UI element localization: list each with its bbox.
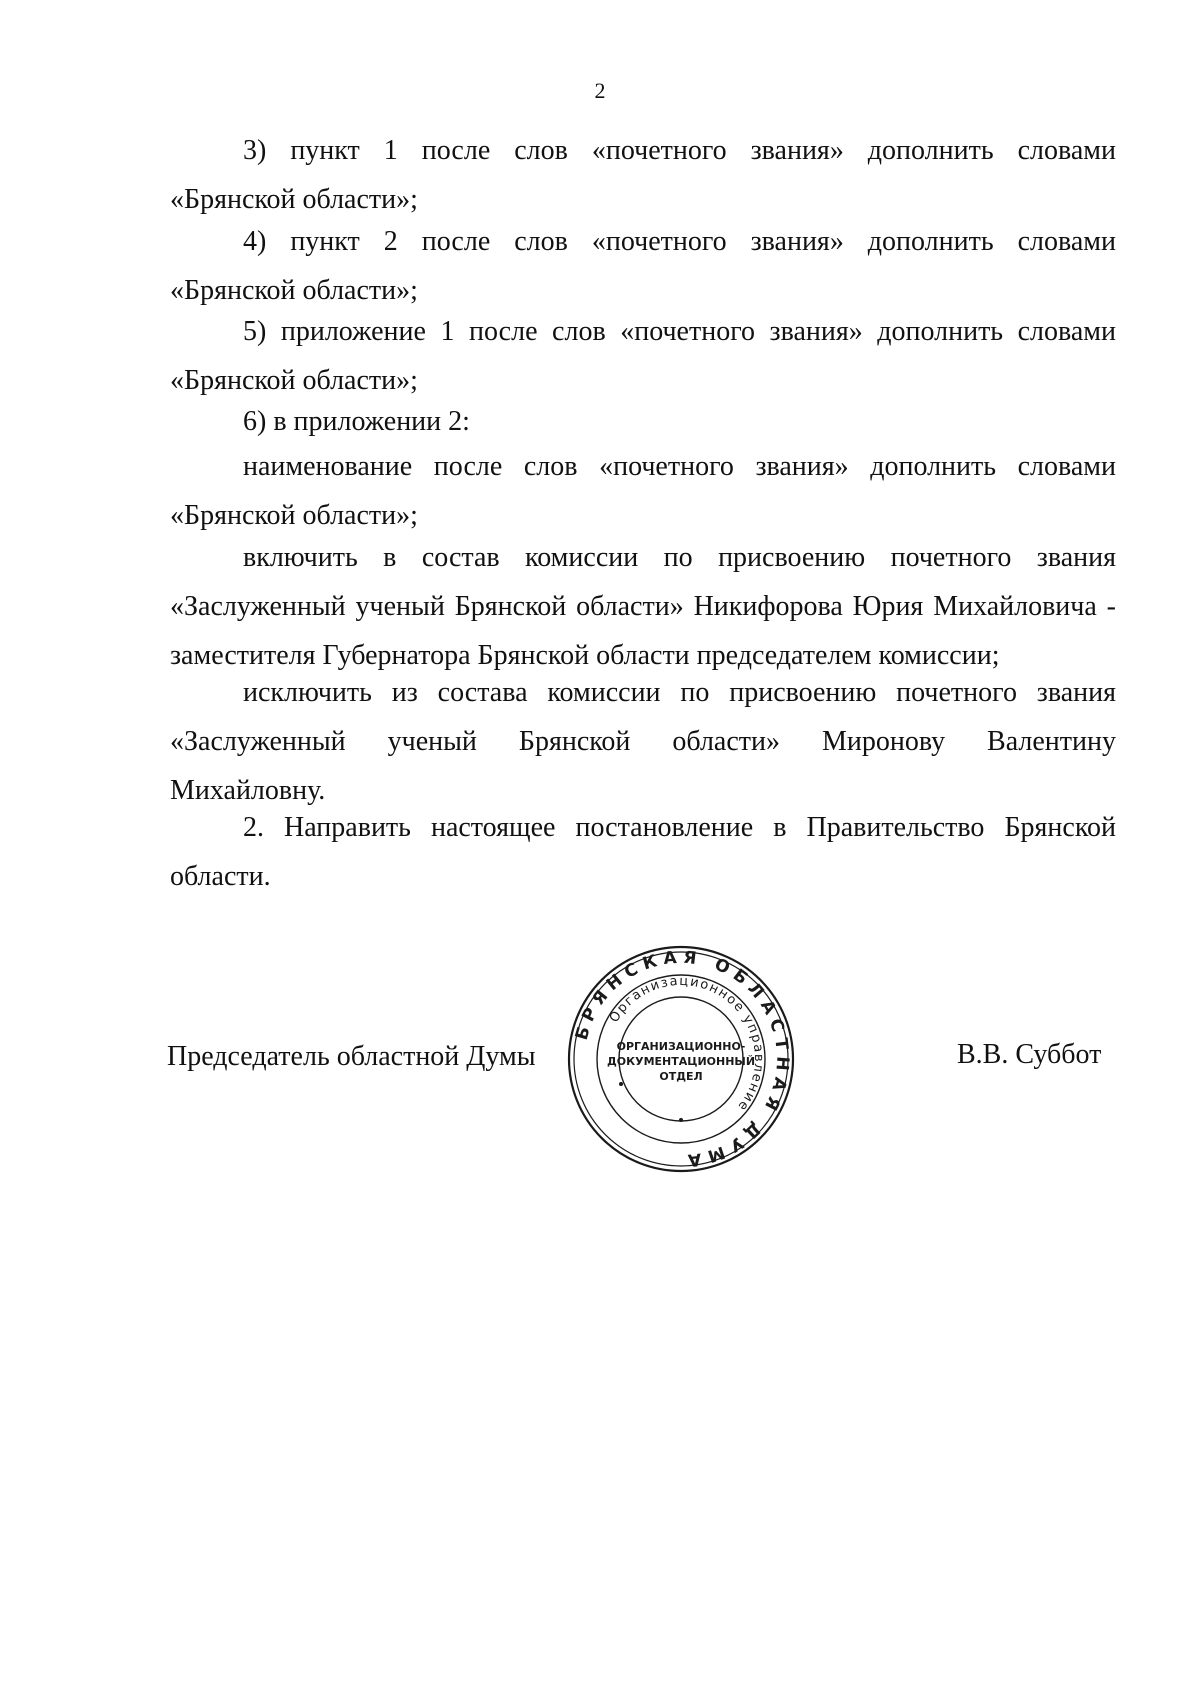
page-number: 2 [594,78,606,103]
paragraph-title-change [170,442,1116,540]
paragraph-item-4 [170,217,1116,315]
paragraph-line: заместителя Губернатора Брянской области председателем комиссии; [170,640,1000,671]
paragraph-item-6 [170,397,1116,446]
svg-text:ДОКУМЕНТАЦИОННЫЙ: ДОКУМЕНТАЦИОННЫЙ [606,1055,756,1068]
paragraph-item-2-send [170,803,1116,901]
paragraph-line: Михайловну. [170,775,326,806]
paragraph-line: «Заслуженный ученый Брянской области» Никифорова Юрия Михайловича - [170,591,1116,622]
stamp-seal-icon [566,944,796,1174]
document-body [170,0,1116,1702]
paragraph-line: «Брянской области»; [170,275,418,306]
signatory-name: В.В. Суббот [957,1039,1102,1070]
paragraph-line: «Брянской области»; [170,184,418,215]
paragraph-line: «Заслуженный ученый Брянской области» Миронову Валентину [170,726,1116,757]
svg-text:Организационное управление: Организационное управление [606,973,767,1115]
paragraph-line: «Брянской области»; [170,500,418,531]
svg-text:ОРГАНИЗАЦИОННО-: ОРГАНИЗАЦИОННО- [616,1040,746,1053]
paragraph-line: 3) пункт 1 после слов «почетного звания» дополнить словами [243,135,1116,166]
paragraph-exclude-member [170,668,1116,815]
paragraph-line: исключить из состава комиссии по присвоению почетного звания [243,677,1116,708]
paragraph-line: включить в состав комиссии по присвоению почетного звания [243,542,1116,573]
paragraph-line: 4) пункт 2 после слов «почетного звания» дополнить словами [243,226,1116,257]
paragraph-item-3 [170,126,1116,224]
signatory-position: Председатель областной Думы [167,1041,536,1072]
paragraph-item-5 [170,307,1116,405]
svg-text:БРЯНСКАЯ ОБЛАСТНАЯ ДУМА: БРЯНСКАЯ ОБЛАСТНАЯ ДУМА [571,947,793,1171]
paragraph-line: 2. Направить настоящее постановление в Правительство Брянской [243,812,1116,843]
svg-text:ОТДЕЛ: ОТДЕЛ [659,1070,703,1083]
paragraph-line: «Брянской области»; [170,365,418,396]
paragraph-line: 5) приложение 1 после слов «почетного звания» дополнить словами [243,316,1116,347]
paragraph-line: наименование после слов «почетного звания» дополнить словами [243,451,1116,482]
paragraph-line: 6) в приложении 2: [243,406,470,437]
paragraph-include-member [170,533,1116,680]
paragraph-line: области. [170,861,271,892]
official-stamp [566,944,796,1174]
